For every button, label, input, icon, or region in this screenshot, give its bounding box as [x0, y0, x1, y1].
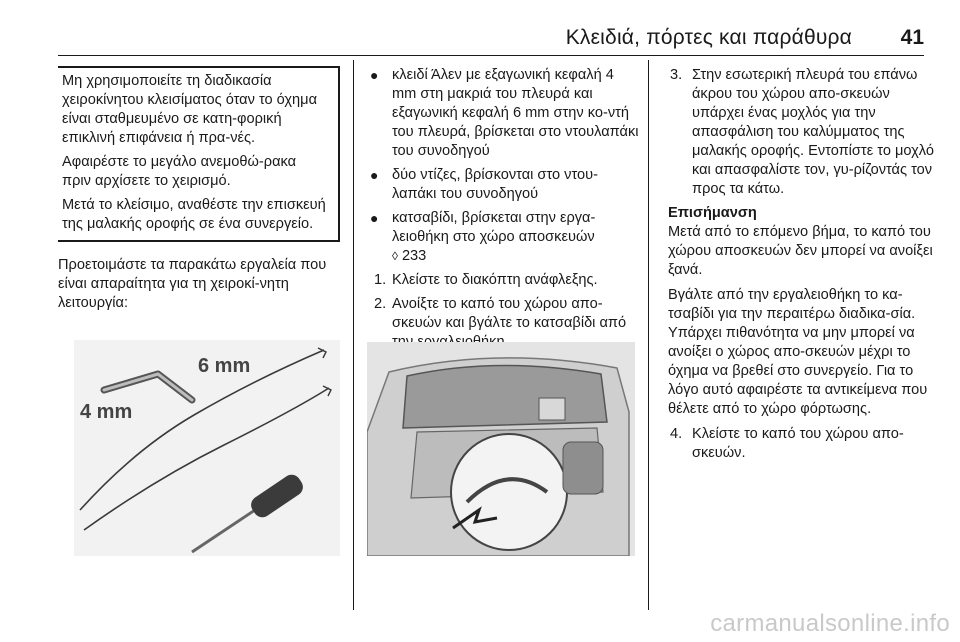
- step-number: 1.: [374, 272, 387, 288]
- column-separator-2: [648, 60, 649, 610]
- bullet-text: δύο ντίζες, βρίσκονται στο ντου-λαπάκι του συνοδηγού: [392, 167, 598, 202]
- section-title: Κλειδιά, πόρτες και παράθυρα: [565, 26, 852, 49]
- page-header: [58, 22, 924, 56]
- body-paragraph: Βγάλτε από την εργαλειοθήκη το κα-τσαβίδι για την περαιτέρω διαδικα-σία. Υπάρχει πιθανότητα να μην μπορεί να ανοίξει ο χώρος απο-σκευών μέχρι το όχημα να βρεθεί στο συνεργείο. Για το λόγο αυτό αφαιρέστε τα αντικείμενα που θέλετε από το χώρο φόρτωσης.: [668, 287, 928, 417]
- step-text: Κλείστε το διακόπτη ανάφλεξης.: [392, 272, 598, 288]
- step-item: [668, 66, 934, 199]
- tools-intro: Προετοιμάστε τα παρακάτω εργαλεία που είναι απαραίτητα για τη χειροκί-νητη λειτουργία:: [58, 257, 327, 311]
- step-number: 3.: [670, 67, 683, 83]
- label-4mm: 4 mm: [80, 401, 133, 423]
- tools-drawing: [74, 340, 340, 556]
- list-item: [362, 66, 640, 161]
- column-1: [58, 66, 340, 313]
- trunk-illustration: [367, 342, 635, 556]
- column-3: [668, 66, 934, 468]
- tools-illustration: [74, 340, 340, 556]
- column-separator-1: [353, 60, 354, 610]
- reference-arrow-icon: ◊: [392, 249, 398, 263]
- taillight: [563, 442, 603, 494]
- step-text: Στην εσωτερική πλευρά του επάνω άκρου του χώρου απο-σκευών υπάρχει ένας μοχλός για την απασφάλιση του καλύμματος της μαλακής οροφής. Εντοπίστε το μοχλό και απασφαλίστε τον, γυ-ρίζοντάς τον προς τα κάτω.: [692, 67, 934, 197]
- trunk-drawing: [367, 342, 635, 556]
- step-number: 4.: [670, 426, 683, 442]
- watermark: carmanualsonline.info: [710, 610, 950, 637]
- rod-1-tip: [318, 348, 326, 358]
- warning-paragraph: Αφαιρέστε το μεγάλο ανεμοθώ-ρακα πριν αρχίσετε το χειρισμό.: [62, 154, 297, 189]
- bullet-marker: ●: [370, 167, 379, 183]
- detail-circle: [451, 434, 567, 550]
- warning-paragraph: Μη χρησιμοποιείτε τη διαδικασία χειροκίνητου κλεισίματος όταν το όχημα είναι σταθμευμένο σε κατη-φορική επικλινή επιφάνεια ή πρα-νές.: [62, 73, 318, 146]
- step-number: 2.: [374, 296, 387, 312]
- warning-box: [58, 66, 340, 242]
- page-number: 41: [900, 26, 924, 49]
- note-heading: Επισήμανση: [668, 205, 757, 221]
- step-item: [668, 425, 934, 463]
- trunk-opening: [403, 365, 607, 428]
- label-6mm: 6 mm: [198, 355, 251, 377]
- bullet-marker: ●: [370, 210, 379, 226]
- bullet-marker: ●: [370, 67, 379, 83]
- bullet-text: κατσαβίδι, βρίσκεται στην εργα-λειοθήκη στο χώρο αποσκευών: [392, 210, 596, 245]
- step-text: Κλείστε το καπό του χώρου απο-σκευών.: [692, 426, 904, 461]
- step-item: [362, 271, 640, 290]
- note-text: Μετά από το επόμενο βήμα, το καπό του χώρου αποσκευών δεν μπορεί να ανοίξει ξανά.: [668, 224, 933, 278]
- step-text: Ανοίξτε το καπό του χώρου απο-σκευών και βγάλτε το κατσαβίδι από: [392, 296, 627, 331]
- page-reference-link[interactable]: 233: [401, 248, 427, 264]
- warning-paragraph: Μετά το κλείσιμο, αναθέστε την επισκευή της μαλακής οροφής σε ένα συνεργείο.: [62, 197, 326, 232]
- bullet-text: κλειδί Άλεν με εξαγωνική κεφαλή 4 mm στη μακριά του πλευρά και εξαγωνική κεφαλή 6 mm στην κο-ντή του πλευρά, βρίσκεται στο ντουλαπάκι του συνοδηγού: [392, 67, 639, 159]
- screwdriver-handle: [248, 471, 307, 521]
- lock-lever: [539, 398, 565, 420]
- column-2: [362, 66, 640, 357]
- header-rule: [58, 55, 924, 56]
- list-item: [362, 166, 640, 204]
- list-item: [362, 209, 640, 266]
